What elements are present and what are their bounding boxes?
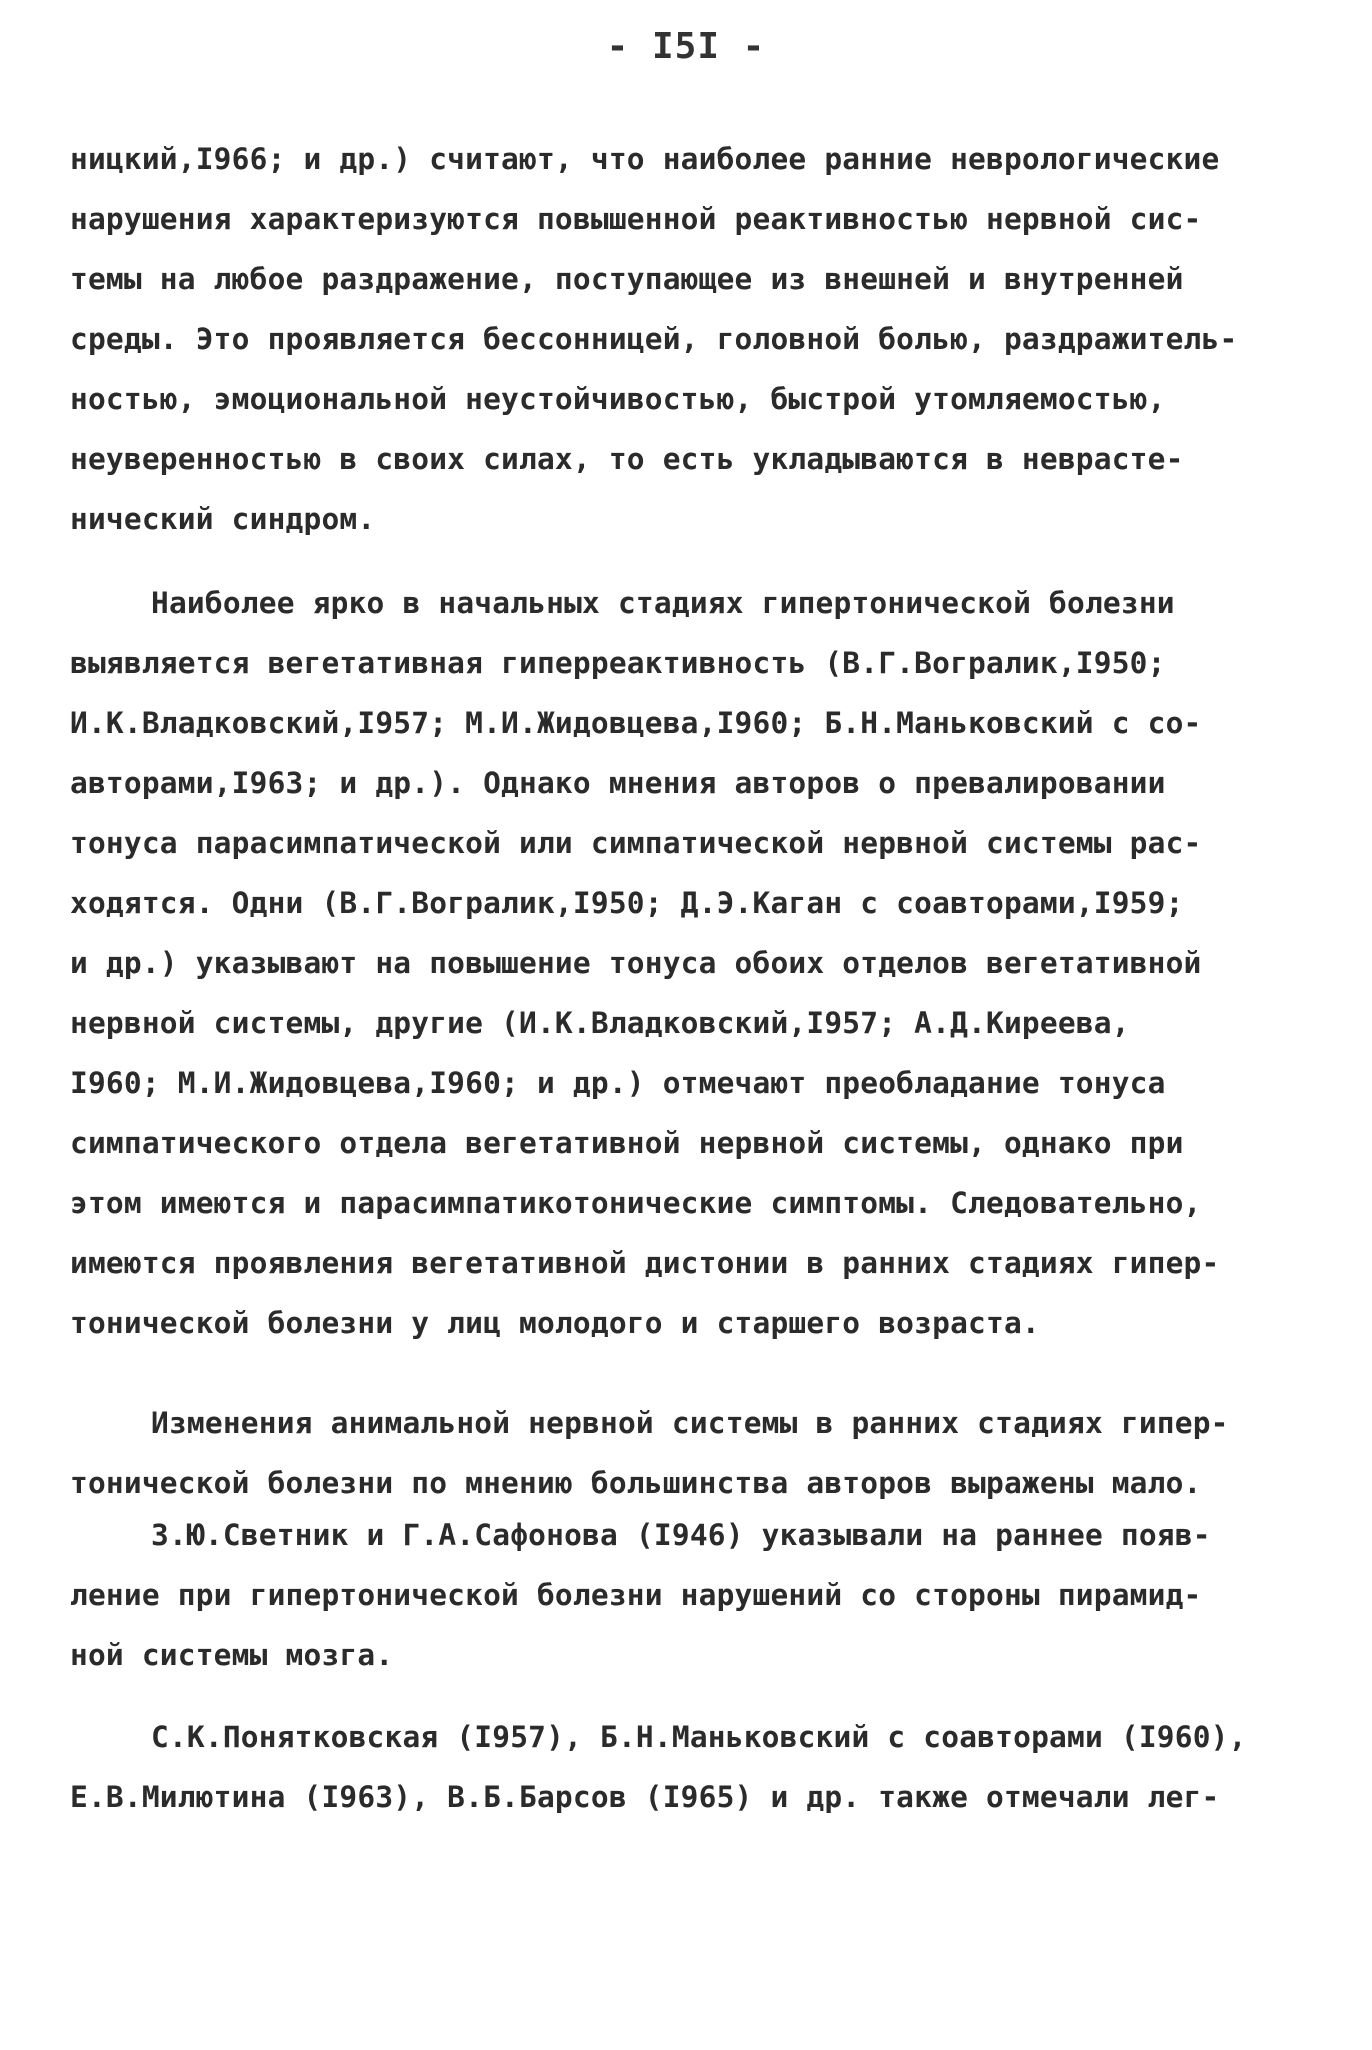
text-line: этом имеются и парасимпатикотонические симптомы. Следовательно, (70, 1186, 1202, 1220)
text-line: нервной системы, другие (И.К.Владковский,I957; А.Д.Киреева, (70, 1006, 1130, 1040)
paragraph-5 (70, 1707, 1320, 1827)
text-line: среды. Это проявляется бессонницей, головной болью, раздражитель- (70, 322, 1238, 356)
page-number: - I5I - (606, 26, 766, 67)
text-line: выявляется вегетативная гиперреактивность (В.Г.Вогралик,I950; (70, 646, 1166, 680)
paragraph-1 (70, 129, 1320, 549)
text-line: Наиболее ярко в начальных стадиях гипертонической болезни (151, 586, 1175, 620)
text-line: ходятся. Одни (В.Г.Вогралик,I950; Д.Э.Каган с соавторами,I959; (70, 886, 1184, 920)
text-line: ностью, эмоциональной неустойчивостью, быстрой утомляемостью, (70, 382, 1166, 416)
text-line: I960; М.И.Жидовцева,I960; и др.) отмечают преобладание тонуса (70, 1066, 1166, 1100)
text-line: тонуса парасимпатической или симпатической нервной системы рас- (70, 826, 1202, 860)
text-line: нический синдром. (70, 502, 376, 536)
text-line: З.Ю.Светник и Г.А.Сафонова (I946) указывали на раннее появ- (151, 1518, 1211, 1552)
text-line: тонической болезни у лиц молодого и старшего возраста. (70, 1306, 1040, 1340)
text-line: С.К.Понятковская (I957), Б.Н.Маньковский с соавторами (I960), (151, 1720, 1247, 1754)
text-line: и др.) указывают на повышение тонуса обоих отделов вегетативной (70, 946, 1202, 980)
text-line: нарушения характеризуются повышенной реактивностью нервной сис- (70, 202, 1202, 236)
text-line: ной системы мозга. (70, 1638, 394, 1672)
text-line: симпатического отдела вегетативной нервной системы, однако при (70, 1126, 1184, 1160)
text-line: авторами,I963; и др.). Однако мнения авторов о превалировании (70, 766, 1166, 800)
text-line: И.К.Владковский,I957; М.И.Жидовцева,I960; Б.Н.Маньковский с со- (70, 706, 1202, 740)
text-line: неуверенностью в своих силах, то есть укладываются в неврасте- (70, 442, 1184, 476)
paragraph-3 (70, 1393, 1320, 1513)
paragraph-4 (70, 1505, 1320, 1685)
text-line: имеются проявления вегетативной дистонии в ранних стадиях гипер- (70, 1246, 1220, 1280)
text-line: тонической болезни по мнению большинства авторов выражены мало. (70, 1466, 1202, 1500)
text-line: ницкий,I966; и др.) считают, что наиболее ранние неврологические (70, 142, 1220, 176)
text-line: Изменения анимальной нервной системы в ранних стадиях гипер- (151, 1406, 1229, 1440)
text-line: ление при гипертонической болезни нарушений со стороны пирамид- (70, 1578, 1202, 1612)
text-line: Е.В.Милютина (I963), В.Б.Барсов (I965) и др. также отмечали лег- (70, 1780, 1220, 1814)
text-line: темы на любое раздражение, поступающее из внешней и внутренней (70, 262, 1184, 296)
paragraph-2 (70, 573, 1320, 1353)
